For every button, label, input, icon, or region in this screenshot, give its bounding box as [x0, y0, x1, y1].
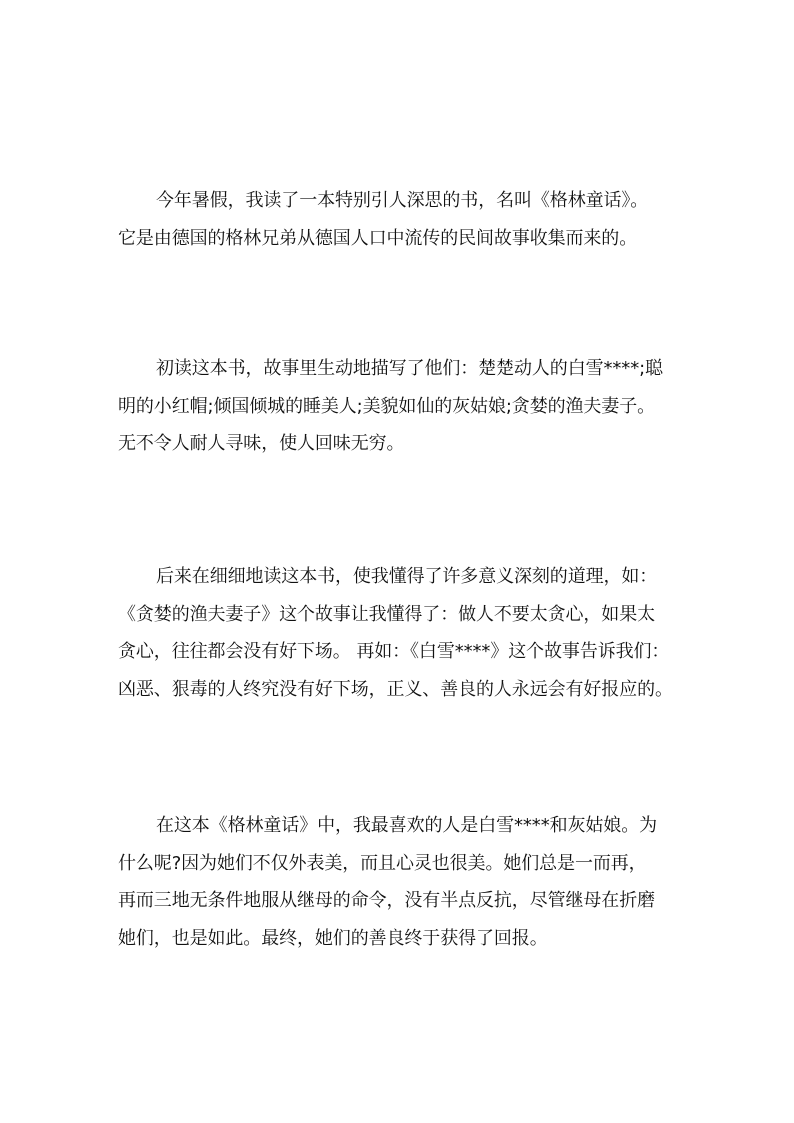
paragraph-1 — [118, 182, 678, 257]
paragraph-line: 它是由德国的格林兄弟从德国人口中流传的民间故事收集而来的。 — [118, 227, 638, 249]
paragraph-line: 什么呢?因为她们不仅外表美，而且心灵也很美。她们总是一而再， — [118, 852, 647, 874]
paragraph-line: 无不令人耐人寻味，使人回味无穷。 — [118, 433, 405, 454]
paragraph-4 — [118, 807, 678, 957]
paragraph-line: 贪心，往往都会没有好下场。 再如：《白雪****》这个故事告诉我们： — [118, 641, 670, 662]
paragraph-line: 她们，也是如此。最终，她们的善良终于获得了回报。 — [118, 927, 548, 949]
paragraph-line: 在这本《格林童话》中，我最喜欢的人是白雪****和灰姑娘。为 — [156, 815, 657, 836]
paragraph-2 — [118, 350, 678, 463]
paragraph-line: 初读这本书，故事里生动地描写了他们：楚楚动人的白雪****;聪 — [156, 358, 663, 379]
paragraph-line: 再而三地无条件地服从继母的命令，没有半点反抗，尽管继母在折磨 — [118, 890, 655, 911]
paragraph-line: 凶恶、狠毒的人终究没有好下场，正义、善良的人永远会有好报应的。 — [118, 678, 673, 700]
paragraph-line: 后来在细细地读这本书，使我懂得了许多意义深刻的道理，如： — [156, 566, 658, 587]
paragraph-line: 今年暑假，我读了一本特别引人深思的书，名叫《格林童话》。 — [156, 190, 649, 211]
paragraph-line: 明的小红帽;倾国倾城的睡美人;美貌如仙的灰姑娘;贪婪的渔夫妻子。 — [118, 395, 655, 417]
paragraph-line: 《贪婪的渔夫妻子》这个故事让我懂得了：做人不要太贪心，如果太 — [118, 603, 655, 625]
paragraph-3 — [118, 558, 678, 708]
